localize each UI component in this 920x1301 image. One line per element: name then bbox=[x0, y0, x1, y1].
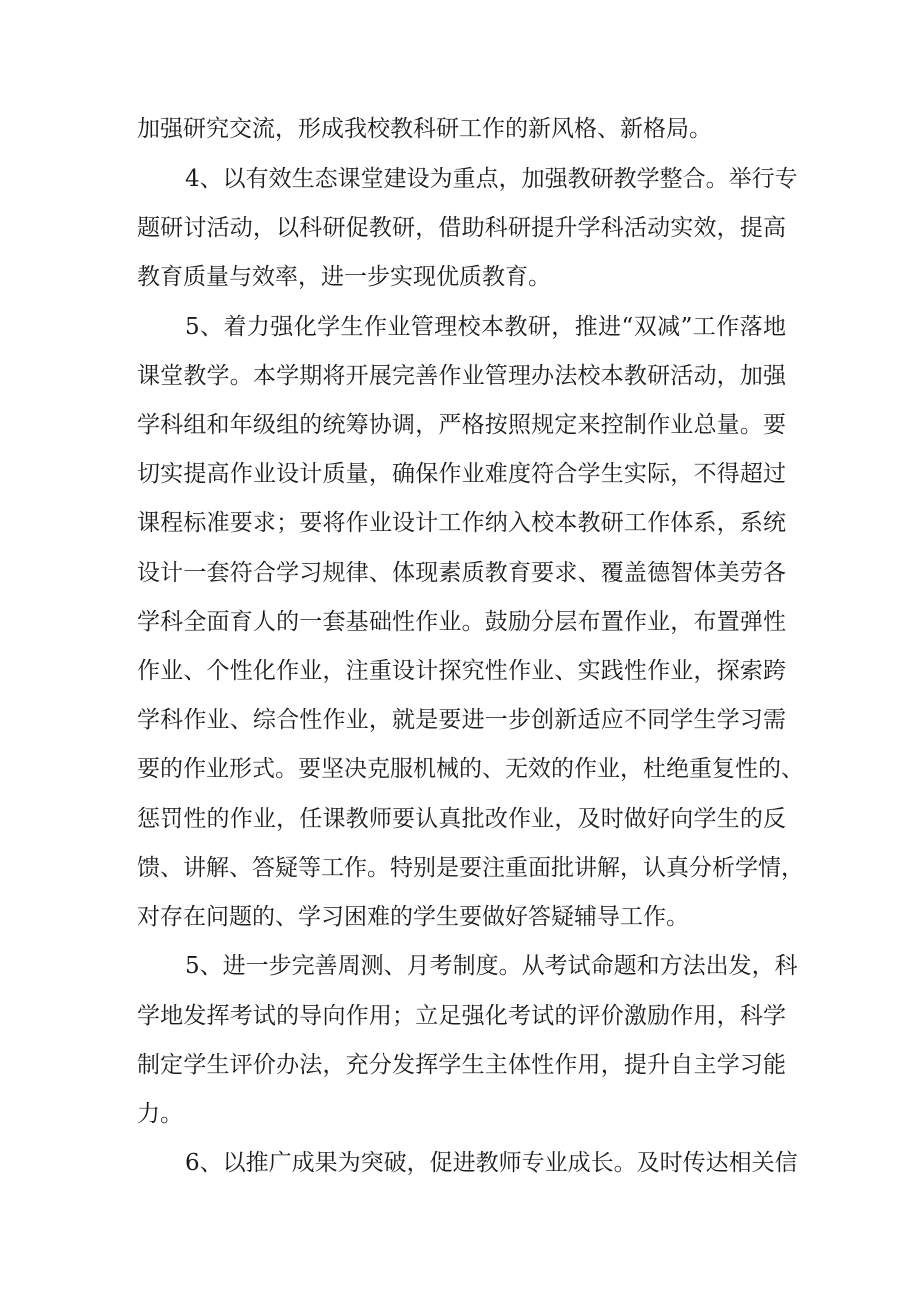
text-line: 馈、讲解、答疑等工作。特别是要注重面批讲解，认真分析学情， bbox=[137, 855, 804, 881]
text-line: 学地发挥考试的导向作用；立足强化考试的评价激励作用，科学 bbox=[137, 1003, 786, 1029]
text-line: 惩罚性的作业，任课教师要认真批改作业，及时做好向学生的反 bbox=[137, 806, 786, 832]
text-line: 课程标准要求；要将作业设计工作纳入校本教研工作体系，系统 bbox=[137, 510, 786, 536]
text-line: 对存在问题的、学习困难的学生要做好答疑辅导工作。 bbox=[137, 904, 689, 930]
text-line: 作业、个性化作业，注重设计探究性作业、实践性作业，探索跨 bbox=[137, 658, 786, 684]
text-line: 切实提高作业设计质量，确保作业难度符合学生实际，不得超过 bbox=[137, 461, 786, 487]
text-line: 教育质量与效率，进一步实现优质教育。 bbox=[137, 264, 551, 290]
text-line: 6、以推广成果为突破，促进教师专业成长。及时传达相关信 bbox=[185, 1150, 798, 1176]
text-line: 5、着力强化学生作业管理校本教研，推进“双减”工作落地 bbox=[185, 314, 786, 340]
text-line: 课堂教学。本学期将开展完善作业管理办法校本教研活动，加强 bbox=[137, 363, 786, 389]
text-line: 制定学生评价办法，充分发挥学生主体性作用，提升自主学习能 bbox=[137, 1052, 786, 1078]
text-line: 学科全面育人的一套基础性作业。鼓励分层布置作业，布置弹性 bbox=[137, 609, 786, 635]
text-line: 加强研究交流，形成我校教科研工作的新风格、新格局。 bbox=[137, 116, 712, 142]
text-line: 学科作业、综合性作业，就是要进一步创新适应不同学生学习需 bbox=[137, 707, 786, 733]
text-line: 5、进一步完善周测、月考制度。从考试命题和方法出发，科 bbox=[185, 953, 798, 979]
text-line: 题研讨活动，以科研促教研，借助科研提升学科活动实效，提高 bbox=[137, 215, 786, 241]
text-line: 要的作业形式。要坚决克服机械的、无效的作业，杜绝重复性的、 bbox=[137, 756, 804, 782]
text-line: 学科组和年级组的统筹协调，严格按照规定来控制作业总量。要 bbox=[137, 412, 786, 438]
text-line: 力。 bbox=[137, 1101, 183, 1127]
text-line: 4、以有效生态课堂建设为重点，加强教研教学整合。举行专 bbox=[185, 166, 798, 192]
text-line: 设计一套符合学习规律、体现素质教育要求、覆盖德智体美劳各 bbox=[137, 560, 786, 586]
